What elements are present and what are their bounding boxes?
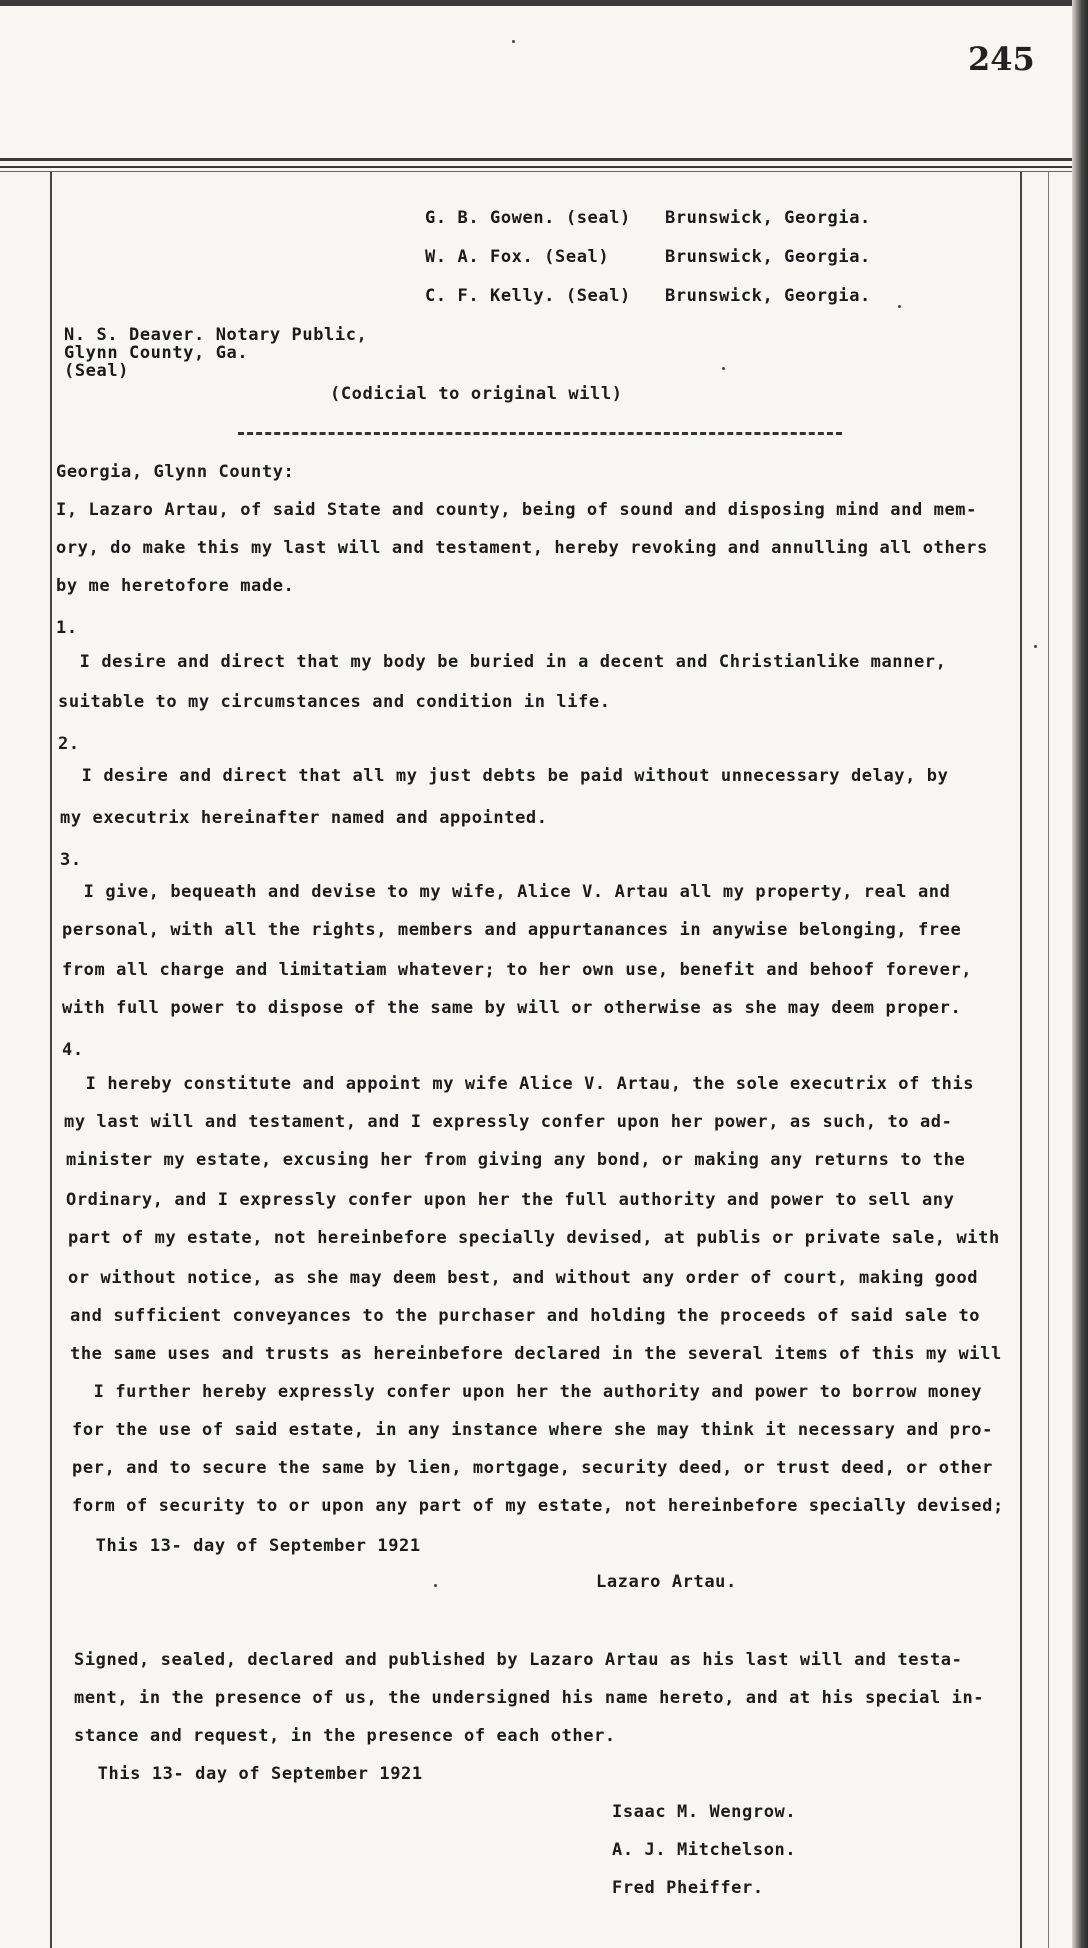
signer-name: G. B. Gowen. (seal) [425,208,631,228]
body-line: I desire and direct that all my just debts be paid without unnecessary delay, by [60,766,949,786]
codicil-heading: (Codicial to original will) [330,384,623,404]
item-number: 3. [60,850,82,870]
body-line: my executrix hereinafter named and appointed. [60,808,548,828]
body-line: or without notice, as she may deem best, and without any order of court, making good [68,1268,979,1288]
body-line: from all charge and limitatiam whatever; to her own use, benefit and behoof forever, [62,960,973,980]
page-number: 245 [968,40,1035,78]
body-line: personal, with all the rights, members and appurtanances in anywise belonging, free [62,920,962,940]
item-number: 4. [62,1040,84,1060]
body-line: minister my estate, excusing her from giving any bond, or making any returns to the [66,1150,966,1170]
body-line: I further hereby expressly confer upon her the authority and power to borrow money [72,1382,983,1402]
body-line: I desire and direct that my body be buried in a decent and Christianlike manner, [58,652,947,672]
body-line: and sufficient conveyances to the purchaser and holding the proceeds of said sale to [70,1306,981,1326]
body-line: Ordinary, and I expressly confer upon her the full authority and power to sell any [66,1190,955,1210]
right-margin-line [1048,172,1049,1948]
attestation-line: ment, in the presence of us, the undersigned his name hereto, and at his special in- [74,1688,985,1708]
signer-place: Brunswick, Georgia. [665,208,871,228]
attestation-line: stance and request, in the presence of each other. [74,1726,616,1746]
notary-block [64,326,367,380]
body-line: I hereby constitute and appoint my wife Alice V. Artau, the sole executrix of this [64,1074,975,1094]
signer-name: W. A. Fox. (Seal) [425,247,610,267]
witness-name: A. J. Mitchelson. [612,1840,797,1860]
witness-name: Isaac M. Wengrow. [612,1802,797,1822]
venue-line: Georgia, Glynn County: [56,462,295,482]
scan-speck [434,1584,437,1587]
witness-name: Fred Pheiffer. [612,1878,764,1898]
signer-place: Brunswick, Georgia. [665,286,871,306]
scan-speck [1034,645,1037,648]
body-line: my last will and testament, and I expressly confer upon her power, as such, to ad- [64,1112,953,1132]
body-line: suitable to my circumstances and condition in life. [58,692,611,712]
signer-place: Brunswick, Georgia. [665,247,871,267]
page-binding-edge [1072,0,1088,1948]
notary-line: N. S. Deaver. Notary Public, [64,325,368,345]
body-line: I, Lazaro Artau, of said State and county, being of sound and disposing mind and mem- [56,500,977,520]
left-margin-line [50,172,52,1948]
body-line: per, and to secure the same by lien, mortgage, security deed, or trust deed, or other [72,1458,993,1478]
header-rule [0,166,1072,168]
scan-speck [512,40,515,43]
body-line: by me heretofore made. [56,576,295,596]
body-line: I give, bequeath and devise to my wife, Alice V. Artau all my property, real and [62,882,951,902]
body-line: form of security to or upon any part of my estate, not hereinbefore specially devised; [72,1496,1004,1516]
page-top-edge [0,0,1088,6]
right-margin-line [1020,172,1022,1948]
testator-signature: Lazaro Artau. [596,1572,737,1592]
scan-speck [898,305,901,308]
date-line: This 13- day of September 1921 [76,1764,423,1784]
body-line: the same uses and trusts as hereinbefore declared in the several items of this my will [70,1344,1002,1364]
scan-speck [722,367,725,370]
signer-name: C. F. Kelly. (Seal) [425,286,631,306]
dashed-separator [238,432,842,435]
body-line: with full power to dispose of the same by will or otherwise as she may deem proper. [62,998,962,1018]
item-number: 2. [58,734,80,754]
attestation-line: Signed, sealed, declared and published by Lazaro Artau as his last will and testa- [74,1650,963,1670]
body-line: for the use of said estate, in any instance where she may think it necessary and pro- [72,1420,993,1440]
date-line: This 13- day of September 1921 [74,1536,421,1556]
body-line: part of my estate, not hereinbefore specially devised, at publis or private sale, with [68,1228,1000,1248]
item-number: 1. [56,618,78,638]
header-rule [0,158,1072,161]
notary-line: Glynn County, Ga. [64,343,249,363]
notary-line: (Seal) [64,361,130,381]
header-rule [0,171,1072,172]
body-line: ory, do make this my last will and testament, hereby revoking and annulling all others [56,538,988,558]
